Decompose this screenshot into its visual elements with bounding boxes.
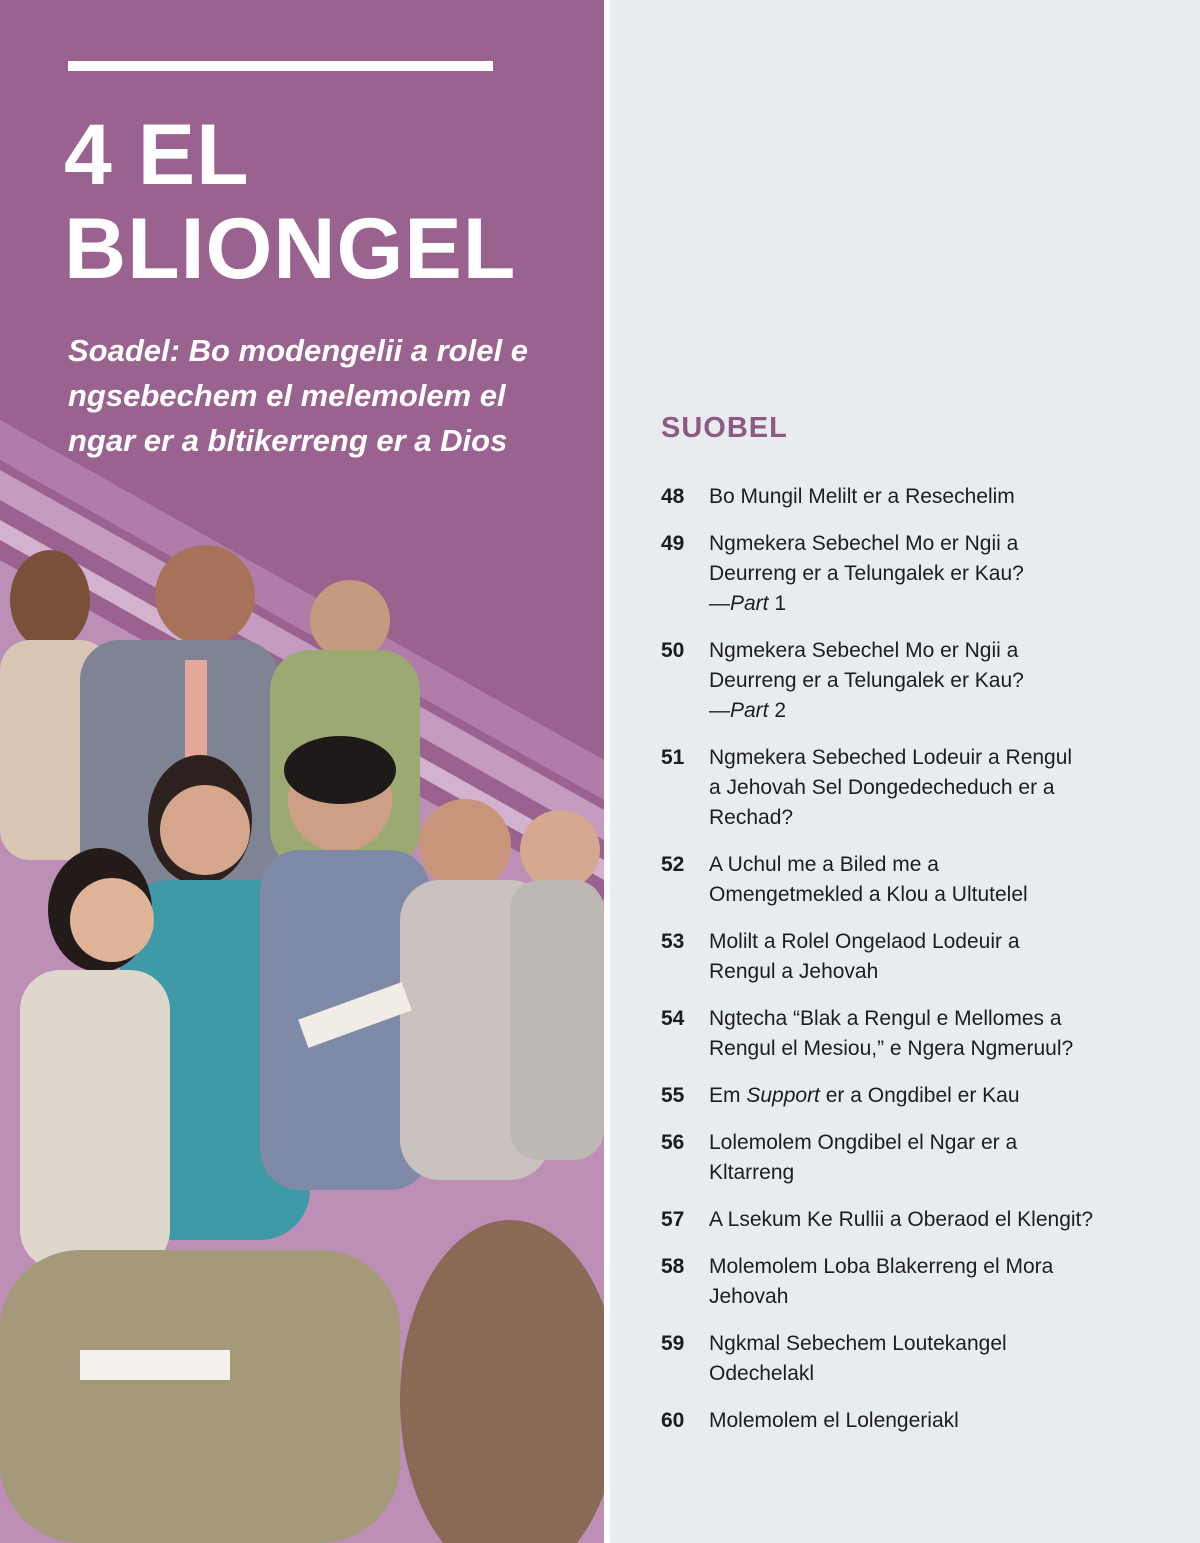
lesson-title-line: Bo Mungil Melilt er a Resechelim xyxy=(709,485,1015,508)
contents-panel xyxy=(610,0,1200,1543)
lesson-title xyxy=(709,1329,1007,1389)
lesson-title xyxy=(709,927,1020,987)
lesson-title-line: A Uchul me a Biled me a xyxy=(709,853,939,876)
lesson-number: 58 xyxy=(661,1255,685,1278)
contents-item[interactable] xyxy=(661,1004,1181,1064)
title-rule xyxy=(68,61,493,71)
lesson-title-line: —Part 1 xyxy=(709,592,787,615)
lesson-title xyxy=(709,1128,1017,1188)
lesson-title xyxy=(709,850,1028,910)
lesson-number: 51 xyxy=(661,746,685,769)
lesson-number: 48 xyxy=(661,485,685,508)
lesson-title-line: Ngmekera Sebeched Lodeuir a Rengul xyxy=(709,746,1073,769)
lesson-number: 60 xyxy=(661,1409,685,1432)
lesson-title-line: Omengetmekled a Klou a Ultutelel xyxy=(709,883,1028,906)
lesson-title xyxy=(709,636,1024,726)
lesson-title-line: Deurreng er a Telungalek er Kau? xyxy=(709,669,1024,692)
lesson-number: 53 xyxy=(661,930,685,953)
lesson-title-line: A Lsekum Ke Rullii a Oberaod el Klengit? xyxy=(709,1208,1094,1231)
lesson-title xyxy=(709,1081,1020,1111)
lesson-number: 55 xyxy=(661,1084,685,1107)
lesson-title-line: Molilt a Rolel Ongelaod Lodeuir a xyxy=(709,930,1020,953)
lesson-title-line: a Jehovah Sel Dongedecheduch er a xyxy=(709,776,1055,799)
lesson-title-line: Deurreng er a Telungalek er Kau? xyxy=(709,562,1024,585)
part-subtitle: Soadel: Bo modengelii a rolel e ngsebechem el melemolem el ngar er a bltikerreng er a Dios xyxy=(68,333,528,458)
lesson-number: 49 xyxy=(661,532,685,555)
lesson-title-line: —Part 2 xyxy=(709,699,787,722)
contents-item[interactable] xyxy=(661,1406,1181,1436)
lesson-number: 57 xyxy=(661,1208,685,1231)
lesson-number: 54 xyxy=(661,1007,685,1030)
lesson-title xyxy=(709,1004,1073,1064)
lesson-number: 52 xyxy=(661,853,685,876)
lesson-number: 56 xyxy=(661,1131,685,1154)
lesson-title-line: Ngkmal Sebechem Loutekangel xyxy=(709,1332,1007,1355)
contents-item[interactable] xyxy=(661,529,1181,619)
lesson-title-line: Ngtecha “Blak a Rengul e Mellomes a xyxy=(709,1007,1062,1030)
lesson-title-line: Ngmekera Sebechel Mo er Ngii a xyxy=(709,639,1019,662)
lesson-title-line: Rengul el Mesiou,” e Ngera Ngmeruul? xyxy=(709,1037,1074,1060)
contents-item[interactable] xyxy=(661,743,1181,833)
contents-item[interactable] xyxy=(661,1081,1181,1111)
contents-item[interactable] xyxy=(661,1128,1181,1188)
contents-heading: SUOBEL xyxy=(661,412,788,444)
part-title-line-1: 4 EL xyxy=(64,107,250,203)
lesson-title xyxy=(709,1205,1093,1235)
contents-list xyxy=(661,482,1181,1453)
lesson-title-line: Kltarreng xyxy=(709,1161,795,1184)
lesson-title-line: Em Support er a Ongdibel er Kau xyxy=(709,1084,1020,1107)
lesson-title-line: Odechelakl xyxy=(709,1362,815,1385)
part-title xyxy=(64,108,516,296)
part-title-line-2: BLIONGEL xyxy=(64,201,517,297)
lesson-number: 59 xyxy=(661,1332,685,1355)
contents-item[interactable] xyxy=(661,636,1181,726)
contents-item[interactable] xyxy=(661,927,1181,987)
contents-item[interactable] xyxy=(661,1329,1181,1389)
lesson-number: 50 xyxy=(661,639,685,662)
lesson-title-line: Ngmekera Sebechel Mo er Ngii a xyxy=(709,532,1019,555)
contents-item[interactable] xyxy=(661,482,1181,512)
lesson-title-line: Lolemolem Ongdibel el Ngar er a xyxy=(709,1131,1018,1154)
lesson-title-line: Rechad? xyxy=(709,806,794,829)
lesson-title-line: Rengul a Jehovah xyxy=(709,960,879,983)
lesson-title xyxy=(709,482,1015,512)
lesson-title xyxy=(709,529,1024,619)
lesson-title xyxy=(709,1252,1053,1312)
contents-item[interactable] xyxy=(661,1205,1181,1235)
lesson-title xyxy=(709,1406,959,1436)
contents-item[interactable] xyxy=(661,850,1181,910)
contents-item[interactable] xyxy=(661,1252,1181,1312)
lesson-title-line: Molemolem Loba Blakerreng el Mora xyxy=(709,1255,1054,1278)
lesson-title-line: Jehovah xyxy=(709,1285,789,1308)
lesson-title xyxy=(709,743,1072,833)
lesson-title-line: Molemolem el Lolengeriakl xyxy=(709,1409,959,1432)
